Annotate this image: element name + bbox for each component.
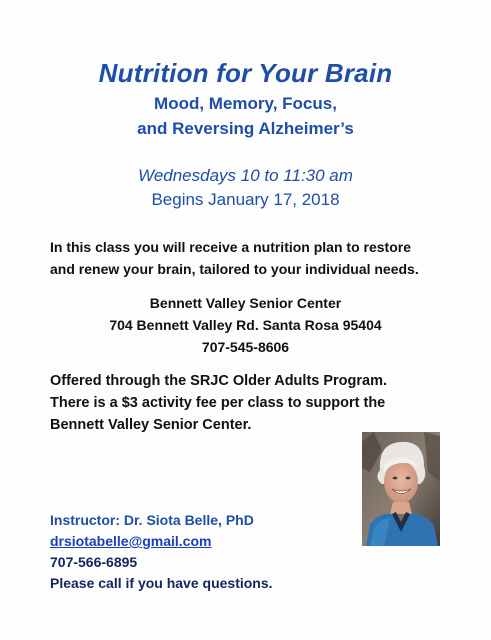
offer-line-2: There is a $3 activity fee per class to support the: [50, 395, 386, 411]
offer-paragraph: [50, 370, 387, 436]
offer-line-3: Bennett Valley Senior Center.: [50, 417, 252, 433]
email-link[interactable]: drsiotabelle@gmail.com: [50, 533, 212, 549]
offer-line-1: Offered through the SRJC Older Adults Program.: [50, 373, 388, 389]
intro-line-2: and renew your brain, tailored to your individual needs.: [50, 261, 419, 277]
schedule-start-date: Begins January 17, 2018: [151, 190, 340, 209]
venue-block: [0, 292, 491, 358]
flyer-title: Nutrition for Your Brain: [98, 58, 393, 88]
venue-name: Bennett Valley Senior Center: [149, 295, 342, 311]
subtitle-line-2: and Reversing Alzheimer’s: [137, 119, 354, 138]
venue-phone: 707-545-8606: [201, 339, 290, 355]
intro-line-1: In this class you will receive a nutrition plan to restore: [50, 239, 411, 255]
intro-paragraph: [50, 236, 419, 280]
subtitle-line-1: Mood, Memory, Focus,: [154, 94, 337, 113]
instructor-block: [50, 510, 273, 594]
instructor-photo: [362, 432, 440, 546]
venue-address: 704 Bennett Valley Rd. Santa Rosa 95404: [109, 317, 382, 333]
schedule-day-time: Wednesdays 10 to 11:30 am: [138, 166, 353, 185]
instructor-phone: 707-566-6895: [50, 554, 138, 570]
call-note: Please call if you have questions.: [50, 575, 273, 591]
instructor-name: Instructor: Dr. Siota Belle, PhD: [50, 512, 254, 528]
